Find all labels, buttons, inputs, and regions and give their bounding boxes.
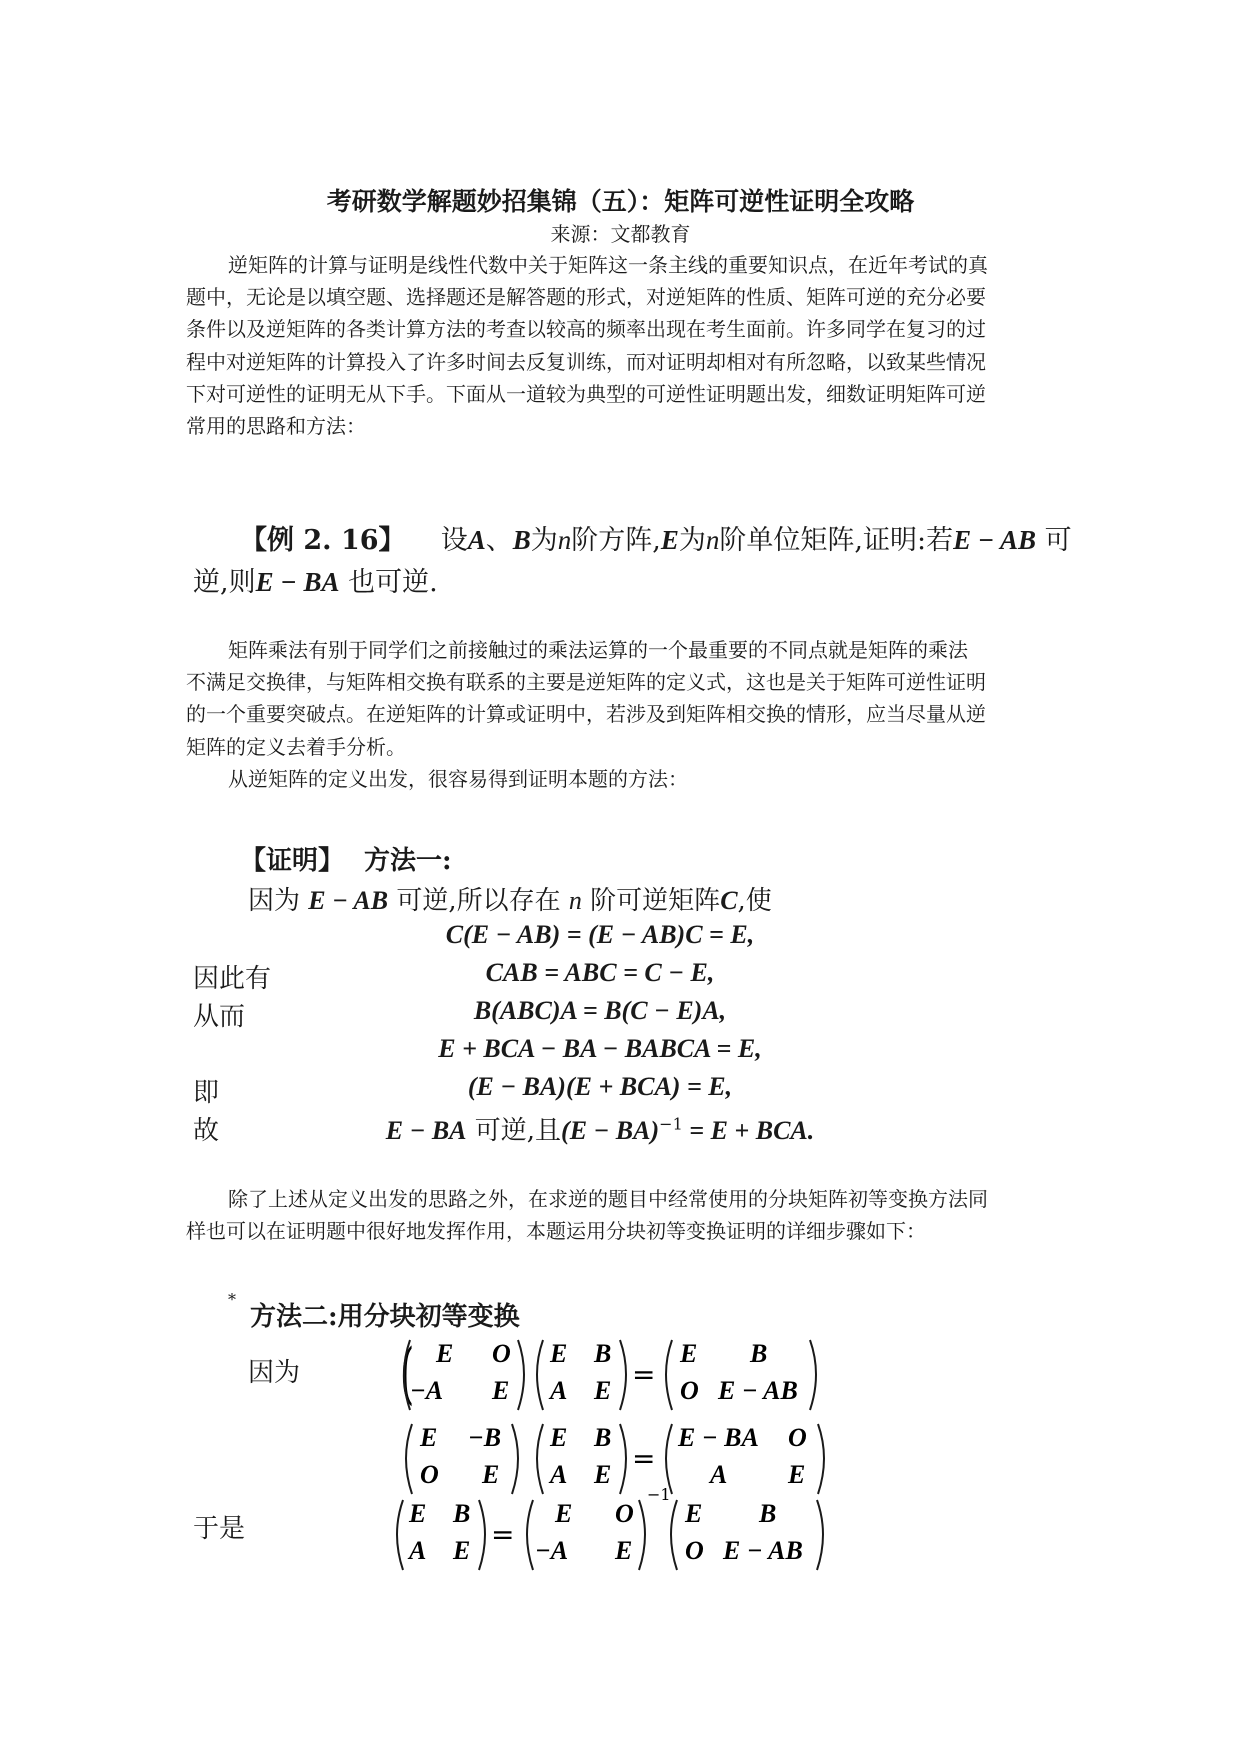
cell: B [759,1499,777,1528]
cell: B [453,1499,471,1528]
example-line-2: 逆,则E − BA 也可逆. [193,567,438,598]
cell: E [594,1460,612,1489]
cell: B [594,1339,612,1368]
cell: E [492,1376,510,1405]
page-title: 考研数学解题妙招集锦（五）：矩阵可逆性证明全攻略 [326,187,915,216]
cell: E [453,1536,471,1565]
cell: O [788,1423,807,1452]
cell: A [550,1460,568,1489]
para4-line: 除了上述从定义出发的思路之外，在求逆的题目中经常使用的分块矩阵初等变换方法同 [228,1187,988,1211]
source-line: 来源：文都教育 [550,222,691,246]
cell: −A [410,1376,444,1405]
paragraph-2 [186,634,1058,795]
para2-line: 矩阵乘法有别于同学们之前接触过的乘法运算的一个最重要的不同点就是矩阵的乘法 [228,638,968,662]
equals: = [632,1358,656,1391]
equation-1: C(E − AB) = (E − AB)C = E, [445,920,755,949]
cell: E [555,1499,573,1528]
cell: E − BA [678,1423,759,1452]
cell: E [615,1536,633,1565]
cell: E [680,1339,698,1368]
label-gu: 故 [193,1116,220,1146]
matrix-equation-3 [395,1486,855,1576]
cell: E [685,1499,703,1528]
proof-heading: 【证明】 方法一: [240,846,452,876]
intro-line: 程中对逆矩阵的计算投入了许多时间去反复训练，而对证明却相对有所忽略，以致某些情况 [186,349,986,374]
intro-line: 逆矩阵的计算与证明是线性代数中关于矩阵这一条主线的重要知识点，在近年考试的真 [228,253,988,277]
cell: E − AB [723,1536,803,1565]
equals: = [632,1442,656,1475]
cell: E [550,1423,568,1452]
para3-line: 从逆矩阵的定义出发，很容易得到证明本题的方法： [228,766,688,791]
star-mark: * [228,1290,236,1309]
matrix-equation-1 [400,1336,840,1416]
cell: O [685,1536,704,1565]
cell: E [482,1460,500,1489]
intro-line: 常用的思路和方法： [186,414,366,439]
example-tag: 【例 2. 16】 [240,525,406,556]
method2-heading: 方法二:用分块初等变换 [250,1302,520,1332]
cell: E [550,1339,568,1368]
para2-line: 不满足交换律，与矩阵相交换有联系的主要是逆矩阵的定义式，这也是关于矩阵可逆性证明 [186,670,986,695]
proof-line-1: 因为 E − AB 可逆,所以存在 n 阶可逆矩阵C,使 [248,886,772,916]
equation-2: CAB = ABC = C − E, [485,958,715,987]
cell: A [550,1376,568,1405]
para2-line: 矩阵的定义去着手分析。 [186,734,406,759]
label-yinwei: 因为 [248,1358,301,1388]
equation-3: B(ABC)A = B(C − E)A, [473,996,727,1025]
cell: O [492,1339,511,1368]
example-line-1: 【例 2. 16】 设A、B为n阶方阵,E为n阶单位矩阵,证明:若E − AB 可 [240,525,1072,556]
equation-6: E − BA 可逆,且(E − BA)$^{-1}$ = E + BCA. [385,1114,815,1146]
label-congr: 从而 [193,1002,246,1032]
inverse-exponent: −1 [647,1486,671,1504]
cell: E [594,1376,612,1405]
intro-line: 题中，无论是以填空题、选择题还是解答题的形式，对逆矩阵的性质、矩阵可逆的充分必要 [186,285,986,310]
cell: A [710,1460,728,1489]
equation-4: E + BCA − BA − BABCA = E, [438,1034,762,1063]
cell: A [409,1536,427,1565]
intro-line: 条件以及逆矩阵的各类计算方法的考查以较高的频率出现在考生面前。许多同学在复习的过 [186,317,986,342]
label-ji: 即 [193,1078,220,1108]
cell: B [594,1423,612,1452]
cell: E [436,1339,454,1368]
cell: O [615,1499,634,1528]
label-yushi: 于是 [193,1514,246,1544]
cell: E [409,1499,427,1528]
intro-paragraph [186,249,1058,442]
cell: −A [535,1536,569,1565]
cell: E − AB [718,1376,798,1405]
paragraph-4 [186,1183,1058,1247]
cell: B [750,1339,768,1368]
equals: = [491,1518,515,1551]
cell: E [420,1423,438,1452]
cell: E [788,1460,806,1489]
cell: O [680,1376,699,1405]
cell: O [420,1460,439,1489]
equation-5: (E − BA)(E + BCA) = E, [467,1072,733,1101]
intro-line: 下对可逆性的证明无从下手。下面从一道较为典型的可逆性证明题出发，细数证明矩阵可逆 [186,381,986,406]
para2-line: 的一个重要突破点。在逆矩阵的计算或证明中，若涉及到矩阵相交换的情形，应当尽量从逆 [186,702,986,727]
para4-line: 样也可以在证明题中很好地发挥作用，本题运用分块初等变换证明的详细步骤如下： [186,1219,926,1244]
label-yinciyou: 因此有 [193,964,272,994]
cell: −B [468,1423,502,1452]
paren: ( [400,1336,415,1413]
